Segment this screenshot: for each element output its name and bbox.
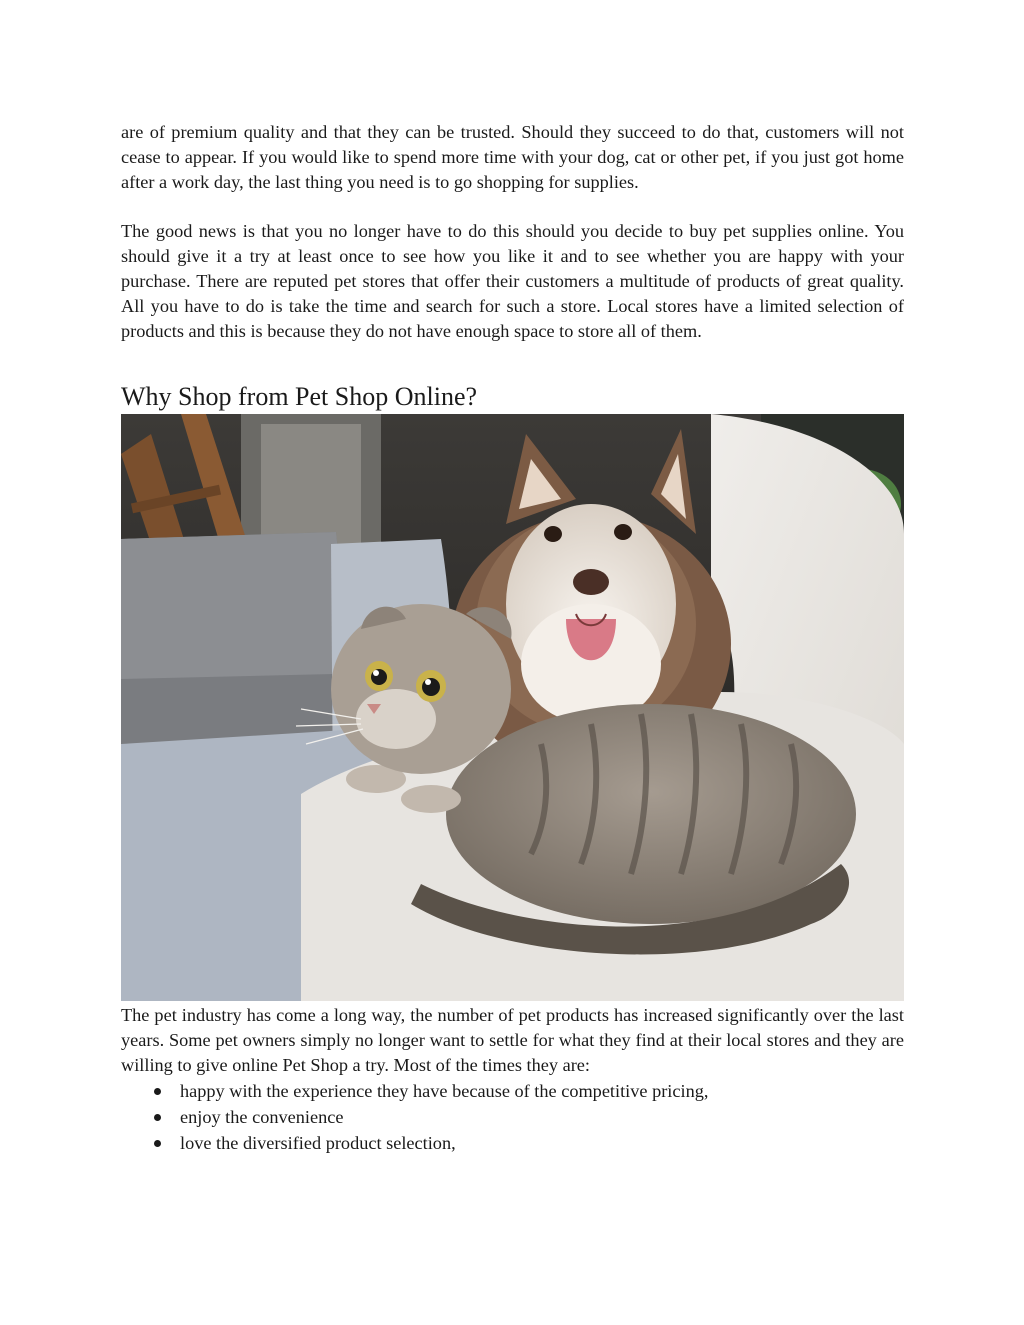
list-item-text: love the diversified product selection, (180, 1133, 456, 1153)
list-item-text: enjoy the convenience (180, 1107, 344, 1127)
bullet-icon (154, 1114, 161, 1121)
paragraph-pet-industry: The pet industry has come a long way, the number of pet products has increased significantly over the last years. Some pet owners simply no longer want to settle for what they find at their local stores and they are willing to give online Pet Shop a try. Most of the times they are: (121, 1005, 904, 1075)
bullet-icon (154, 1140, 161, 1147)
list-item (121, 1130, 904, 1156)
list-item (121, 1104, 904, 1130)
paragraph-good-news: The good news is that you no longer have to do this should you decide to buy pet supplies online. You should give it a try at least once to see how you like it and to see whether you are happy with your purchase. There are reputed pet stores that offer their customers a multitude of products of great quality. All you have to do is take the time and search for such a store. Local stores have a limited selection of products and this is because they do not have enough space to store all of them. (121, 221, 904, 341)
list-item-text: happy with the experience they have because of the competitive pricing, (180, 1081, 709, 1101)
list-item (121, 1078, 904, 1104)
paragraph-intro: are of premium quality and that they can be trusted. Should they succeed to do that, customers will not cease to appear. If you would like to spend more time with your dog, cat or other pet, if you just got home after a work day, the last thing you need is to go shopping for supplies. (121, 122, 904, 192)
section-heading: Why Shop from Pet Shop Online? (121, 382, 478, 411)
bullet-icon (154, 1088, 161, 1095)
document-page (121, 120, 904, 1156)
cat-and-dog-photo (121, 414, 904, 1001)
benefits-list (121, 1078, 904, 1156)
